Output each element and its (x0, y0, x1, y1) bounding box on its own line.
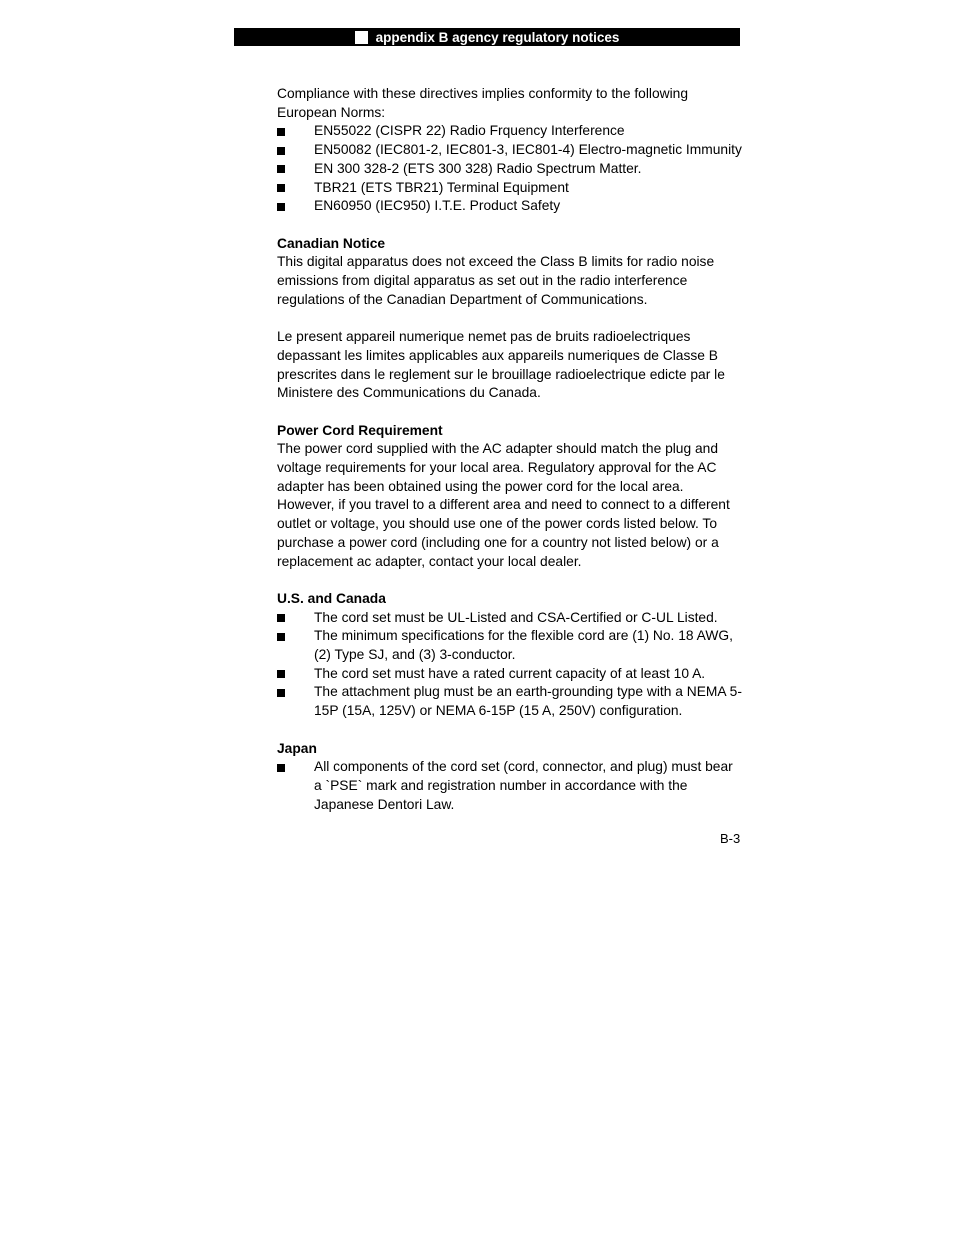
list-item: The minimum specifications for the flexible cord are (1) No. 18 AWG, (2) Type SJ, and (3) 3-conductor. (277, 627, 743, 664)
square-bullet-icon (277, 614, 285, 622)
square-bullet-icon (277, 670, 285, 678)
square-bullet-icon (277, 633, 285, 641)
list-item: The attachment plug must be an earth-grounding type with a NEMA 5-15P (15A, 125V) or NEMA 6-15P (15 A, 250V) configuration. (277, 683, 743, 720)
us-canada-heading: U.S. and Canada (277, 590, 386, 606)
european-norms-list (277, 122, 743, 216)
japan-heading: Japan (277, 740, 317, 756)
list-item: EN50082 (IEC801-2, IEC801-3, IEC801-4) Electro-magnetic Immunity (277, 141, 743, 160)
page-number: B-3 (720, 831, 741, 846)
square-bullet-icon (277, 764, 285, 772)
page-header-bar (234, 28, 740, 46)
list-item: All components of the cord set (cord, connector, and plug) must bear a `PSE` mark and registration number in accordance with the Japanese Dentori Law. (277, 758, 743, 814)
header-title: appendix B agency regulatory notices (375, 29, 620, 45)
list-item: EN55022 (CISPR 22) Radio Frquency Interference (277, 122, 743, 141)
square-bullet-icon (277, 128, 285, 136)
square-bullet-icon (277, 147, 285, 155)
power-cord-paragraph: The power cord supplied with the AC adapter should match the plug and voltage requirements for your local area. Regulatory approval for the AC adapter has been obtained using the power cord for the local area. However, if you travel to a different area and need to connect to a different outlet or voltage, you should use one of the power cords listed below. To purchase a power cord (including one for a country not listed below) or a replacement ac adapter, contact your local dealer. (277, 441, 730, 569)
list-item: TBR21 (ETS TBR21) Terminal Equipment (277, 179, 743, 198)
header-square-icon (355, 31, 368, 44)
power-cord-heading: Power Cord Requirement (277, 422, 443, 438)
document-body (277, 85, 743, 814)
square-bullet-icon (277, 689, 285, 697)
us-canada-list (277, 609, 743, 721)
list-item: The cord set must be UL-Listed and CSA-Certified or C-UL Listed. (277, 609, 743, 628)
japan-list (277, 758, 743, 814)
square-bullet-icon (277, 165, 285, 173)
list-item: The cord set must have a rated current capacity of at least 10 A. (277, 665, 743, 684)
square-bullet-icon (277, 203, 285, 211)
list-item: EN60950 (IEC950) I.T.E. Product Safety (277, 197, 743, 216)
intro-paragraph: Compliance with these directives implies conformity to the following European Norms: (277, 86, 689, 120)
canadian-notice-english: This digital apparatus does not exceed the Class B limits for radio noise emissions from digital apparatus as set out in the radio interference regulations of the Canadian Department of Communications. (277, 254, 715, 307)
canadian-notice-french: Le present appareil numerique nemet pas de bruits radioelectriques depassant les limites applicables aux appareils numeriques de Classe B prescrites dans le reglement sur le brouillage radioelectrique edicte par le Ministere des Communications du Canada. (277, 329, 725, 401)
square-bullet-icon (277, 184, 285, 192)
canadian-notice-heading: Canadian Notice (277, 235, 386, 251)
list-item: EN 300 328-2 (ETS 300 328) Radio Spectrum Matter. (277, 160, 743, 179)
